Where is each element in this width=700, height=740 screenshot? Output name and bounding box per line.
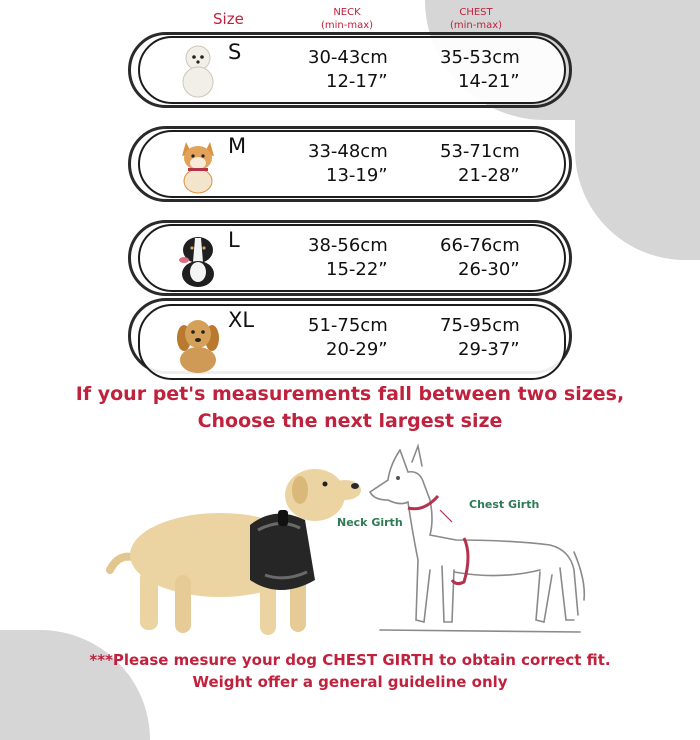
dog-wearing-harness-illustration [100,450,370,645]
size-row-s [138,36,566,104]
neck-in: 20-29” [326,339,388,360]
chest-in: 26-30” [458,259,520,280]
neck-measure [308,46,388,94]
small-white-dog-icon [170,40,226,100]
shiba-dog-icon [170,134,226,194]
header-size: Size [213,10,244,28]
header-neck-title: NECK [333,7,361,18]
header-chest-title: CHEST [459,7,493,18]
header-neck [312,6,382,32]
size-row-l [138,224,566,292]
size-row-m [138,130,566,198]
neck-cm: 30-43cm [308,47,388,68]
size-label: S [228,40,242,64]
chest-cm: 53-71cm [440,141,520,162]
chest-cm: 66-76cm [440,235,520,256]
chest-measure [440,46,520,94]
girth-measurement-diagram [360,440,590,650]
header-chest [440,6,512,32]
chest-measure [440,234,520,282]
size-notice-line-1: If your pet's measurements fall between two sizes, [75,383,625,405]
size-row-xl [138,304,566,380]
size-label: M [228,134,247,158]
neck-in: 15-22” [326,259,388,280]
header-neck-sub: (min-max) [320,20,374,31]
neck-measure [308,234,388,282]
chest-in: 14-21” [458,71,520,92]
size-label: XL [228,308,255,332]
neck-girth-label: Neck Girth [337,516,403,529]
golden-retriever-dog-icon [170,308,226,376]
chest-in: 29-37” [458,339,520,360]
neck-measure [308,140,388,188]
header-chest-sub: (min-max) [449,20,503,31]
neck-cm: 38-56cm [308,235,388,256]
size-notice-line-2: Choose the next largest size [197,410,503,432]
neck-cm: 51-75cm [308,315,388,336]
chest-measure [440,314,520,362]
neck-measure [308,314,388,362]
chest-cm: 75-95cm [440,315,520,336]
border-collie-dog-icon [170,228,226,288]
chest-cm: 35-53cm [440,47,520,68]
neck-cm: 33-48cm [308,141,388,162]
chest-in: 21-28” [458,165,520,186]
chest-measure [440,140,520,188]
size-label: L [228,228,240,252]
footer-line-1: ***Please mesure your dog CHEST GIRTH to obtain correct fit. [89,651,611,669]
chest-girth-label: Chest Girth [469,498,540,511]
neck-in: 12-17” [326,71,388,92]
neck-in: 13-19” [326,165,388,186]
footer-line-2: Weight offer a general guideline only [192,673,508,691]
decor-blob-right [575,0,700,260]
